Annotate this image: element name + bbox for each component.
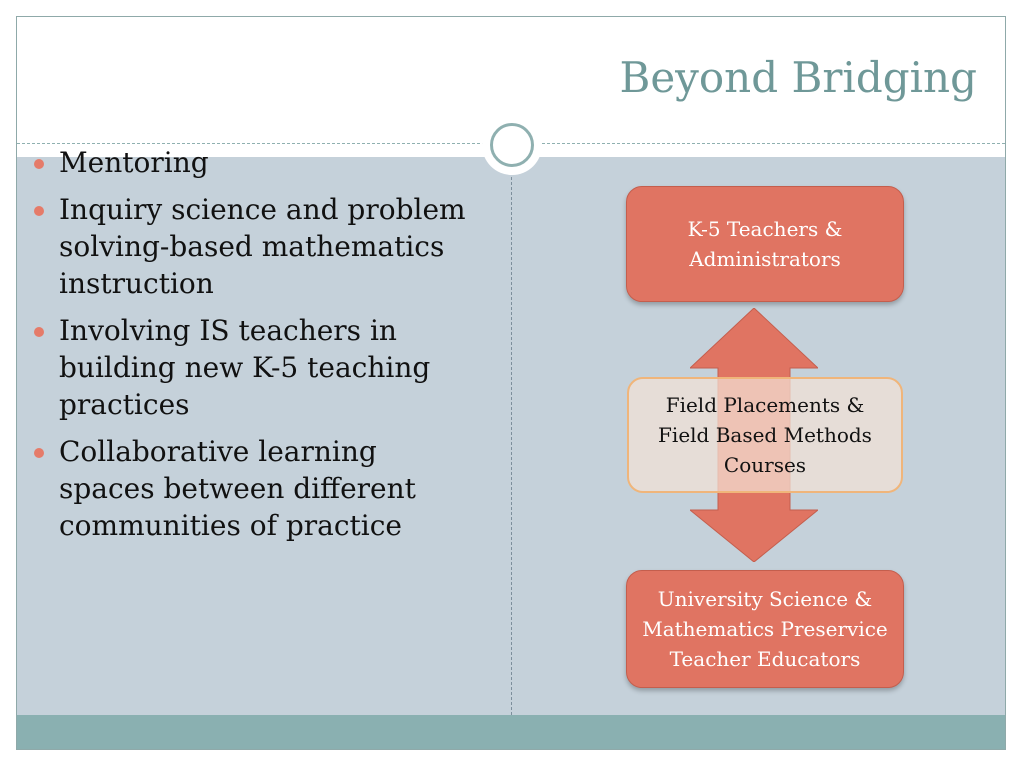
list-item <box>26 191 476 302</box>
bullet-text: Collaborative learning spaces between different communities of practice <box>59 435 416 542</box>
top-box-label: K-5 Teachers & Administrators <box>687 217 843 271</box>
bullet-icon <box>34 159 44 169</box>
ring-icon <box>490 123 534 167</box>
top-box <box>626 186 904 302</box>
middle-box <box>627 377 903 493</box>
bullet-icon <box>34 206 44 216</box>
middle-box-label: Field Placements & Field Based Methods Courses <box>658 393 872 477</box>
bullet-icon <box>34 327 44 337</box>
list-item <box>26 144 476 181</box>
bottom-box-label: University Science & Mathematics Preservice Teacher Educators <box>642 587 888 671</box>
list-item <box>26 433 476 544</box>
page-title: Beyond Bridging <box>619 53 977 102</box>
bottom-box <box>626 570 904 688</box>
column-divider <box>511 157 512 715</box>
bullet-list <box>26 144 476 554</box>
footer-bar <box>17 715 1005 750</box>
bullet-text: Mentoring <box>59 146 209 179</box>
list-item <box>26 312 476 423</box>
bullet-icon <box>34 448 44 458</box>
bullet-text: Involving IS teachers in building new K-5 teaching practices <box>59 314 431 421</box>
bullet-text: Inquiry science and problem solving-based mathematics instruction <box>59 193 466 300</box>
